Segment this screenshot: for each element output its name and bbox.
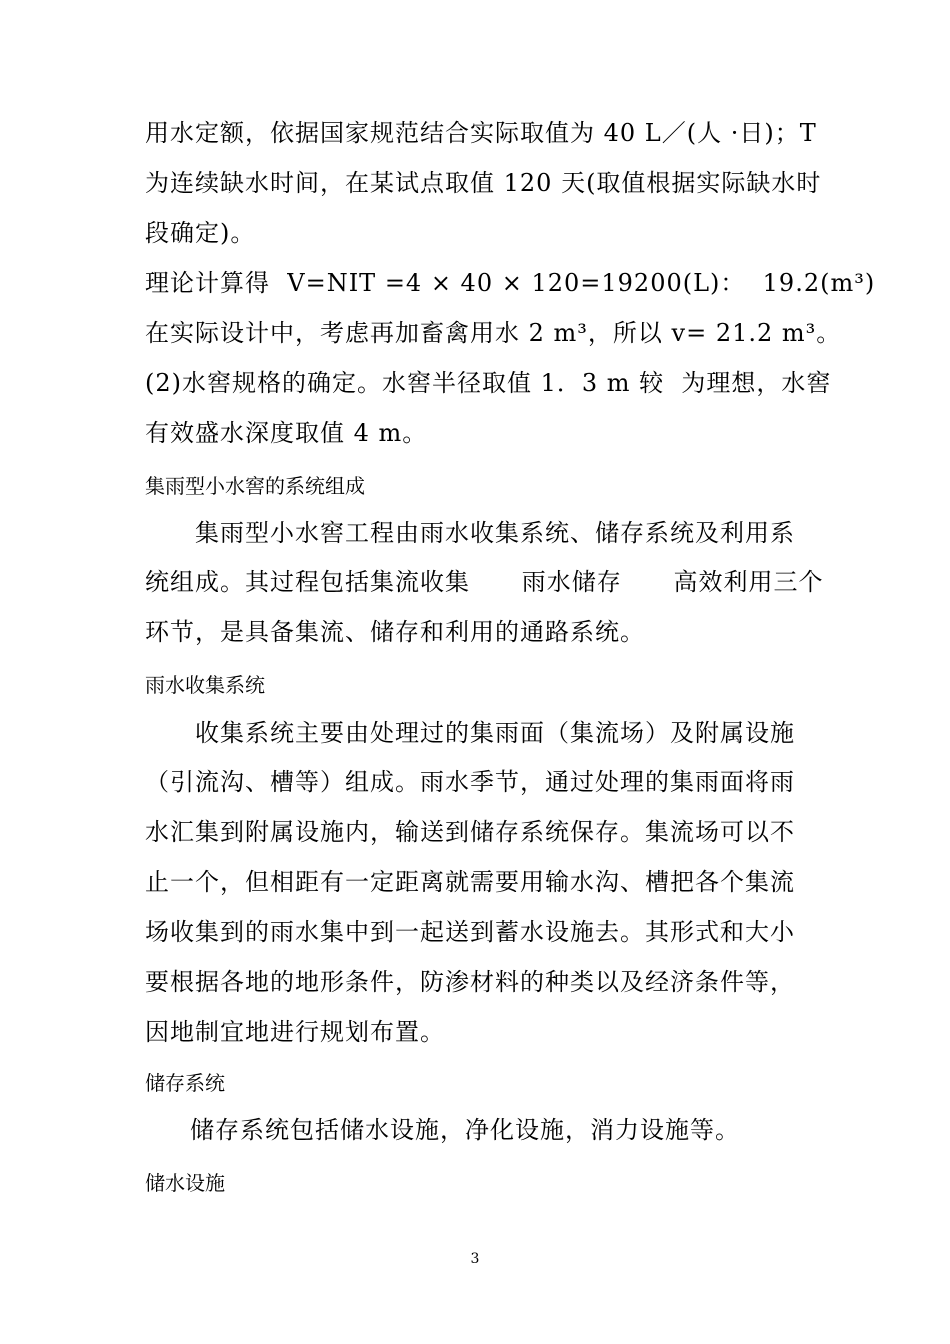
paragraph-line: 储存系统包括储水设施，净化设施，消力设施等。 <box>190 1116 740 1144</box>
section-heading: 储存系统 <box>145 1071 225 1095</box>
paragraph-line: 水汇集到附属设施内，输送到储存系统保存。集流场可以不 <box>145 818 795 846</box>
paragraph-line: 有效盛水深度取值 4 m。 <box>145 419 428 447</box>
formula-line: 理论计算得 V=NIT =4 × 40 × 120=19200(L)： 19.2(m³) <box>145 269 876 297</box>
paragraph-line: (2)水窖规格的确定。水窖半径取值 1．3 m 较 为理想，水窖 <box>145 369 832 397</box>
paragraph-line: 因地制宜地进行规划布置。 <box>145 1018 445 1046</box>
section-heading: 雨水收集系统 <box>145 673 265 697</box>
section-heading: 储水设施 <box>145 1171 225 1195</box>
paragraph-line: 集雨型小水窖工程由雨水收集系统、储存系统及利用系 <box>195 519 795 547</box>
paragraph-line: 环节，是具备集流、储存和利用的通路系统。 <box>145 618 645 646</box>
paragraph-line: 统组成。其过程包括集流收集 雨水储存 高效利用三个 <box>145 568 824 596</box>
section-heading: 集雨型小水窖的系统组成 <box>145 474 365 498</box>
paragraph-line: 段确定)。 <box>145 219 256 247</box>
paragraph-line: 收集系统主要由处理过的集雨面（集流场）及附属设施 <box>195 719 795 747</box>
paragraph-line: 在实际设计中，考虑再加畜禽用水 2 m³，所以 v= 21.2 m³。 <box>145 319 842 347</box>
page-number: 3 <box>470 1251 480 1267</box>
paragraph-line: （引流沟、槽等）组成。雨水季节，通过处理的集雨面将雨 <box>145 768 795 796</box>
paragraph-line: 止一个，但相距有一定距离就需要用输水沟、槽把各个集流 <box>145 868 795 896</box>
paragraph-line: 为连续缺水时间，在某试点取值 120 天(取值根据实际缺水时 <box>145 169 822 197</box>
paragraph-line: 要根据各地的地形条件，防渗材料的种类以及经济条件等， <box>145 968 795 996</box>
paragraph-line: 用水定额，依据国家规范结合实际取值为 40 L／(人 ·日)；T <box>145 119 817 147</box>
paragraph-line: 场收集到的雨水集中到一起送到蓄水设施去。其形式和大小 <box>145 918 795 946</box>
